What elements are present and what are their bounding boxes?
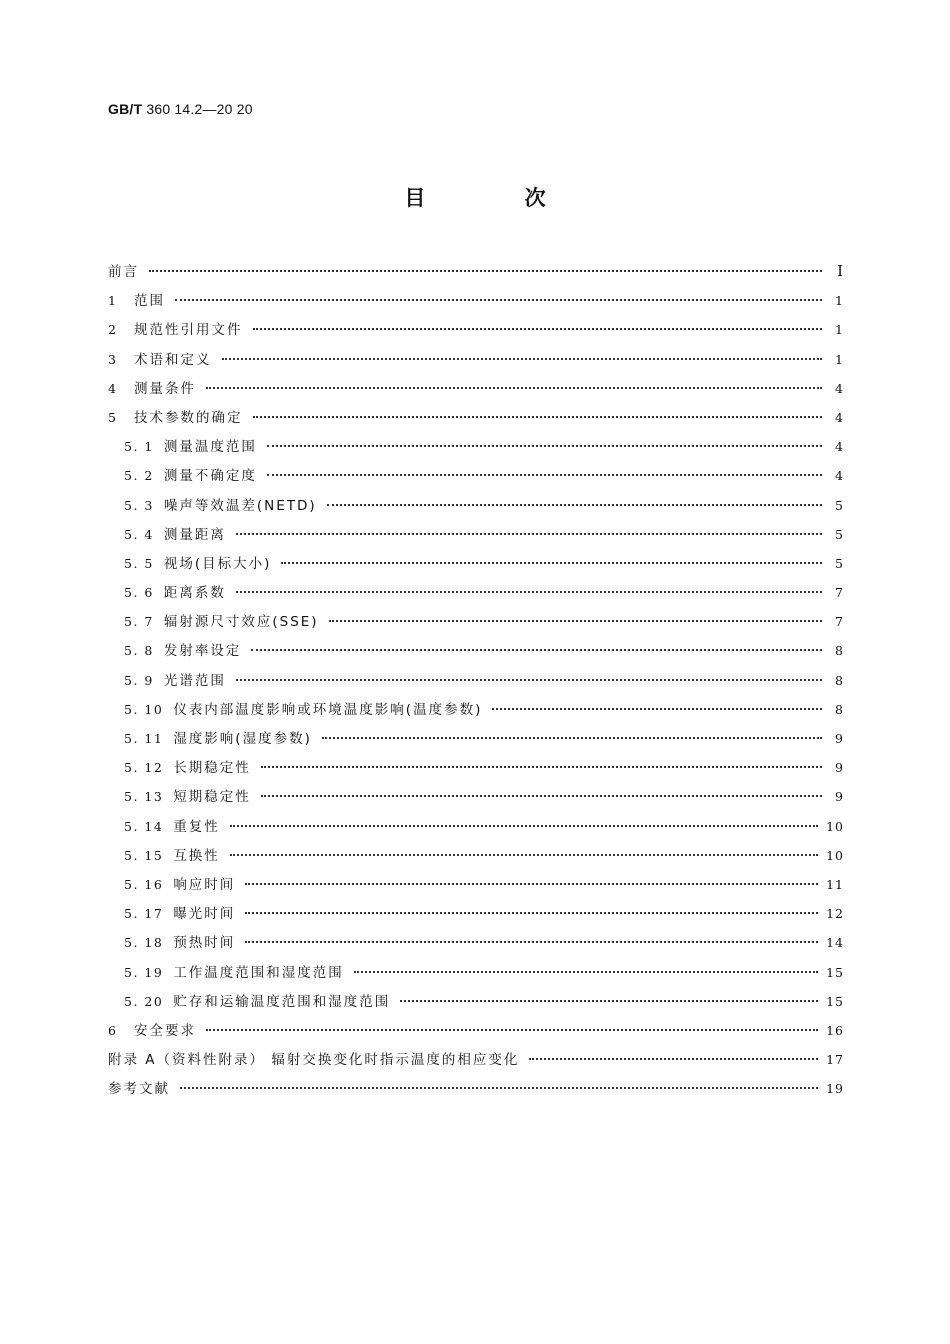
toc-entry-page: 9: [835, 760, 844, 776]
dot-leader: [222, 358, 823, 360]
dot-leader: [529, 1058, 818, 1060]
toc-entry-page: 8: [835, 701, 844, 717]
toc-entry-page: 16: [826, 1022, 844, 1038]
toc-entry-page: I: [837, 262, 844, 280]
toc-entry-title: 噪声等效温差(NETD): [163, 497, 317, 514]
toc-entry[interactable]: [108, 578, 844, 607]
dot-leader: [281, 562, 822, 564]
dot-leader: [354, 971, 818, 973]
toc-entry-title: 术语和定义: [134, 351, 212, 368]
toc-entry-number: 5. 16: [124, 876, 164, 892]
dot-leader: [236, 591, 822, 593]
dot-leader: [322, 737, 822, 739]
toc-entry[interactable]: [108, 987, 844, 1016]
toc-entry-number: 5. 14: [124, 818, 164, 834]
dot-leader: [253, 328, 823, 330]
toc-entry-title: 范围: [134, 293, 165, 310]
dot-leader: [245, 941, 818, 943]
dot-leader: [149, 270, 822, 272]
toc-entry-page: 8: [835, 672, 844, 688]
toc-entry[interactable]: [108, 374, 844, 403]
standard-code: 360 14.2—20 20: [146, 101, 253, 117]
dot-leader: [230, 825, 818, 827]
standard-prefix: GB/T: [108, 101, 143, 117]
toc-entry-number: 5. 3: [124, 497, 154, 513]
toc-entry-title: 湿度影响(湿度参数): [173, 731, 312, 747]
toc-entry-page: 10: [826, 847, 844, 863]
standard-number: [108, 101, 253, 117]
toc-entry-title: 仪表内部温度影响或环境温度影响(温度参数): [173, 701, 483, 718]
toc-entry[interactable]: [108, 461, 844, 490]
toc-entry-title: 参考文献: [108, 1081, 170, 1098]
toc-entry[interactable]: [108, 812, 844, 841]
toc-entry[interactable]: [108, 286, 844, 315]
toc-entry-number: 5: [108, 409, 118, 425]
toc-entry-page: 4: [835, 468, 844, 484]
toc-entry-number: 5. 10: [124, 701, 164, 717]
toc-entry[interactable]: [108, 432, 844, 461]
table-of-contents: [108, 257, 844, 1103]
dot-leader: [206, 1029, 818, 1031]
toc-entry-number: 5. 5: [124, 555, 154, 571]
dot-leader: [180, 1087, 818, 1089]
toc-entry-title: 测量温度范围: [163, 439, 257, 456]
toc-entry-number: 4: [108, 380, 118, 396]
toc-entry-number: 5. 17: [124, 906, 164, 922]
toc-entry-page: 17: [826, 1052, 844, 1068]
toc-entry-title: 曝光时间: [173, 906, 236, 923]
page-title: 目 次: [404, 186, 592, 210]
toc-entry[interactable]: [108, 1074, 844, 1103]
dot-leader: [261, 766, 822, 768]
toc-entry-title: 短期稳定性: [173, 789, 251, 806]
toc-entry[interactable]: [108, 257, 844, 286]
toc-entry-number: 5. 4: [124, 526, 154, 542]
toc-entry[interactable]: [108, 345, 844, 374]
toc-entry-title: 重复性: [173, 818, 220, 835]
toc-entry-number: 5. 19: [124, 964, 164, 980]
toc-entry-page: 5: [835, 497, 844, 513]
toc-entry-title: 响应时间: [173, 876, 236, 893]
toc-entry-title: 规范性引用文件: [134, 322, 243, 339]
toc-entry[interactable]: [108, 958, 844, 987]
dot-leader: [245, 912, 818, 914]
toc-entry-title: 技术参数的确定: [134, 409, 243, 426]
dot-leader: [329, 620, 822, 622]
toc-entry-page: 7: [835, 614, 844, 630]
toc-entry-number: 5. 7: [124, 614, 154, 630]
toc-entry-number: 5. 1: [124, 439, 154, 455]
dot-leader: [230, 854, 818, 856]
toc-entry[interactable]: [108, 782, 844, 811]
toc-entry-page: 4: [835, 380, 844, 396]
toc-entry[interactable]: [108, 899, 844, 928]
toc-entry-title: 测量不确定度: [163, 468, 257, 485]
toc-entry-number: 5. 12: [124, 760, 164, 776]
toc-entry-page: 15: [826, 993, 844, 1009]
toc-entry[interactable]: [108, 870, 844, 899]
toc-entry-title: 视场(目标大小): [163, 555, 272, 572]
toc-entry[interactable]: [108, 695, 844, 724]
toc-entry-page: 9: [835, 731, 844, 746]
toc-entry-title: 测量条件: [134, 380, 196, 397]
toc-entry[interactable]: [108, 753, 844, 782]
toc-entry[interactable]: [108, 841, 844, 870]
toc-entry-number: 5. 6: [124, 585, 154, 601]
toc-entry-title: 光谱范围: [163, 672, 226, 689]
toc-entry-title: 互换性: [173, 847, 220, 864]
dot-leader: [251, 649, 822, 651]
toc-entry-title: 距离系数: [163, 585, 226, 602]
toc-entry-number: 5. 18: [124, 935, 164, 951]
toc-entry-page: 1: [835, 322, 844, 338]
toc-entry-number: 1: [108, 293, 118, 309]
toc-entry-page: 1: [835, 293, 844, 309]
toc-entry[interactable]: [108, 315, 844, 344]
toc-entry-page: 8: [835, 643, 844, 659]
toc-entry-page: 1: [835, 351, 844, 367]
dot-leader: [267, 474, 822, 476]
toc-entry-number: 5. 11: [124, 731, 164, 746]
toc-entry[interactable]: [108, 724, 844, 753]
toc-entry[interactable]: [108, 928, 844, 957]
toc-entry-page: 14: [826, 935, 844, 951]
toc-entry-title: 长期稳定性: [173, 760, 251, 777]
toc-entry-number: 2: [108, 322, 118, 338]
dot-leader: [236, 533, 822, 535]
toc-entry-page: 4: [835, 409, 844, 425]
toc-entry[interactable]: [108, 636, 844, 665]
toc-entry-number: 5. 2: [124, 468, 154, 484]
dot-leader: [492, 708, 822, 710]
toc-entry-page: 5: [835, 555, 844, 571]
toc-entry[interactable]: [108, 1045, 844, 1074]
toc-entry-page: 19: [826, 1081, 844, 1097]
toc-entry-page: 7: [835, 585, 844, 601]
toc-entry[interactable]: [108, 491, 844, 520]
toc-entry-title: 贮存和运输温度范围和湿度范围: [173, 993, 391, 1010]
toc-entry-number: 5. 13: [124, 789, 164, 805]
dot-leader: [175, 299, 822, 301]
toc-entry-page: 4: [835, 439, 844, 455]
toc-entry-title: 测量距离: [163, 526, 226, 543]
dot-leader: [253, 416, 823, 418]
toc-entry[interactable]: [108, 549, 844, 578]
toc-entry-number: 6: [108, 1022, 118, 1038]
dot-leader: [267, 445, 822, 447]
dot-leader: [245, 883, 818, 885]
toc-entry-title: 辐射源尺寸效应(SSE): [163, 614, 319, 631]
toc-entry-page: 9: [835, 789, 844, 805]
toc-entry-title: 安全要求: [134, 1022, 196, 1039]
toc-entry-page: 10: [826, 818, 844, 834]
toc-entry-title: 发射率设定: [163, 643, 242, 660]
toc-entry[interactable]: [108, 403, 844, 432]
toc-entry-page: 15: [826, 964, 844, 980]
toc-entry-title: 前言: [108, 264, 139, 280]
toc-entry-number: 5. 15: [124, 847, 164, 863]
toc-entry-number: 5. 9: [124, 672, 154, 688]
toc-entry-page: 11: [826, 876, 844, 892]
toc-entry-title: 附录 A（资料性附录） 辐射交换变化时指示温度的相应变化: [108, 1052, 520, 1069]
dot-leader: [206, 387, 822, 389]
toc-entry-number: 3: [108, 351, 118, 367]
toc-entry[interactable]: [108, 607, 844, 636]
toc-entry-number: 5. 20: [124, 993, 164, 1009]
dot-leader: [236, 679, 822, 681]
toc-entry[interactable]: [108, 520, 844, 549]
toc-entry-page: 5: [835, 526, 844, 542]
toc-entry-title: 工作温度范围和湿度范围: [173, 964, 344, 981]
dot-leader: [261, 795, 822, 797]
toc-entry-number: 5. 8: [124, 643, 154, 659]
dot-leader: [327, 504, 822, 506]
toc-entry[interactable]: [108, 666, 844, 695]
toc-entry-page: 12: [826, 906, 844, 922]
dot-leader: [400, 1000, 818, 1002]
toc-entry[interactable]: [108, 1016, 844, 1045]
toc-entry-title: 预热时间: [173, 935, 236, 952]
